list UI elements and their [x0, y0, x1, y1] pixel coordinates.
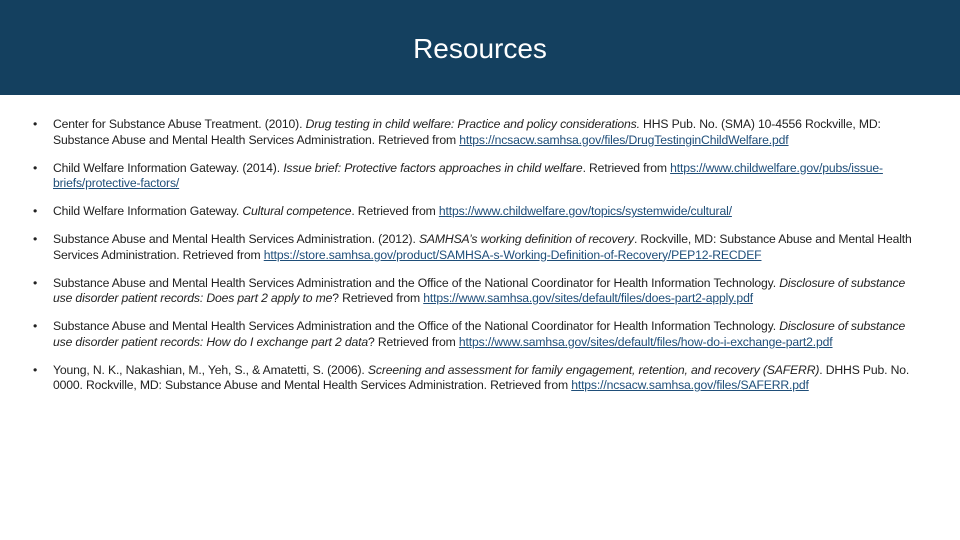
reference-link[interactable]: https://www.samhsa.gov/sites/default/files/does-part2-apply.pdf	[423, 291, 753, 305]
reference-text: Young, N. K., Nakashian, M., Yeh, S., & Amatetti, S. (2006).	[53, 362, 368, 377]
reference-link[interactable]: https://ncsacw.samhsa.gov/files/SAFERR.pdf	[571, 378, 809, 392]
reference-item	[33, 363, 923, 394]
reference-title: SAMHSA’s working definition of recovery	[418, 232, 634, 246]
bullet-icon: •	[33, 232, 38, 246]
reference-text: . DHHS Pub. No. 0000. Rockville, MD: Substance Abuse and Mental Health Services Administration. Retrieved from	[53, 362, 910, 392]
bullet-icon: •	[33, 204, 38, 218]
reference-title: Screening and assessment for family engagement, retention, and recovery (SAFERR)	[367, 362, 820, 377]
reference-text: ? Retrieved from	[368, 334, 459, 349]
title-banner	[0, 0, 960, 95]
reference-text: ? Retrieved from	[332, 291, 424, 305]
reference-item	[33, 117, 923, 148]
reference-title: Disclosure of substance use disorder patient records: How do I exchange part 2 data	[53, 319, 906, 349]
reference-text: . Rockville, MD: Substance Abuse and Mental Health Services Administration. Retrieved from	[53, 232, 912, 262]
reference-text: Substance Abuse and Mental Health Services Administration and the Office of the National Coordinator for Health Information Technology.	[53, 275, 780, 290]
reference-text: . Retrieved from	[582, 160, 671, 175]
bullet-icon: •	[33, 160, 38, 175]
bullet-icon: •	[33, 362, 38, 377]
reference-text: Substance Abuse and Mental Health Services Administration. (2012).	[53, 232, 419, 246]
reference-text: Child Welfare Information Gateway. (2014).	[53, 160, 284, 175]
reference-list	[33, 117, 923, 406]
reference-title: Issue brief: Protective factors approaches in child welfare	[283, 160, 583, 175]
reference-item	[33, 276, 923, 307]
reference-item	[33, 319, 923, 350]
reference-link[interactable]: https://www.childwelfare.gov/pubs/issue-briefs/protective-factors/	[53, 160, 883, 190]
bullet-icon: •	[33, 275, 38, 290]
reference-link[interactable]: https://www.samhsa.gov/sites/default/files/how-do-i-exchange-part2.pdf	[458, 334, 833, 349]
reference-link[interactable]: https://www.childwelfare.gov/topics/systemwide/cultural/	[438, 204, 732, 218]
bullet-icon: •	[33, 319, 38, 333]
reference-title: Cultural competence	[242, 204, 352, 218]
reference-text: Center for Substance Abuse Treatment. (2010).	[53, 117, 306, 131]
reference-link[interactable]: https://store.samhsa.gov/product/SAMHSA-s-Working-Definition-of-Recovery/PEP12-RECDEF	[263, 247, 762, 262]
reference-item	[33, 161, 923, 192]
reference-item	[33, 204, 923, 220]
reference-text: HHS Pub. No. (SMA) 10-4556 Rockville, MD: Substance Abuse and Mental Health Services Administration. Retrieved from	[53, 117, 881, 147]
reference-text: . Retrieved from	[351, 204, 439, 218]
reference-link[interactable]: https://ncsacw.samhsa.gov/files/DrugTestinginChildWelfare.pdf	[459, 132, 789, 147]
page-title: Resources	[413, 33, 547, 64]
reference-text: Child Welfare Information Gateway.	[53, 204, 243, 218]
reference-title: Drug testing in child welfare: Practice and policy considerations.	[305, 117, 640, 131]
bullet-icon: •	[33, 117, 38, 131]
reference-item	[33, 232, 923, 263]
reference-text: Substance Abuse and Mental Health Services Administration and the Office of the National Coordinator for Health Information Technology.	[53, 319, 780, 333]
reference-title: Disclosure of substance use disorder patient records: Does part 2 apply to me	[53, 275, 906, 305]
